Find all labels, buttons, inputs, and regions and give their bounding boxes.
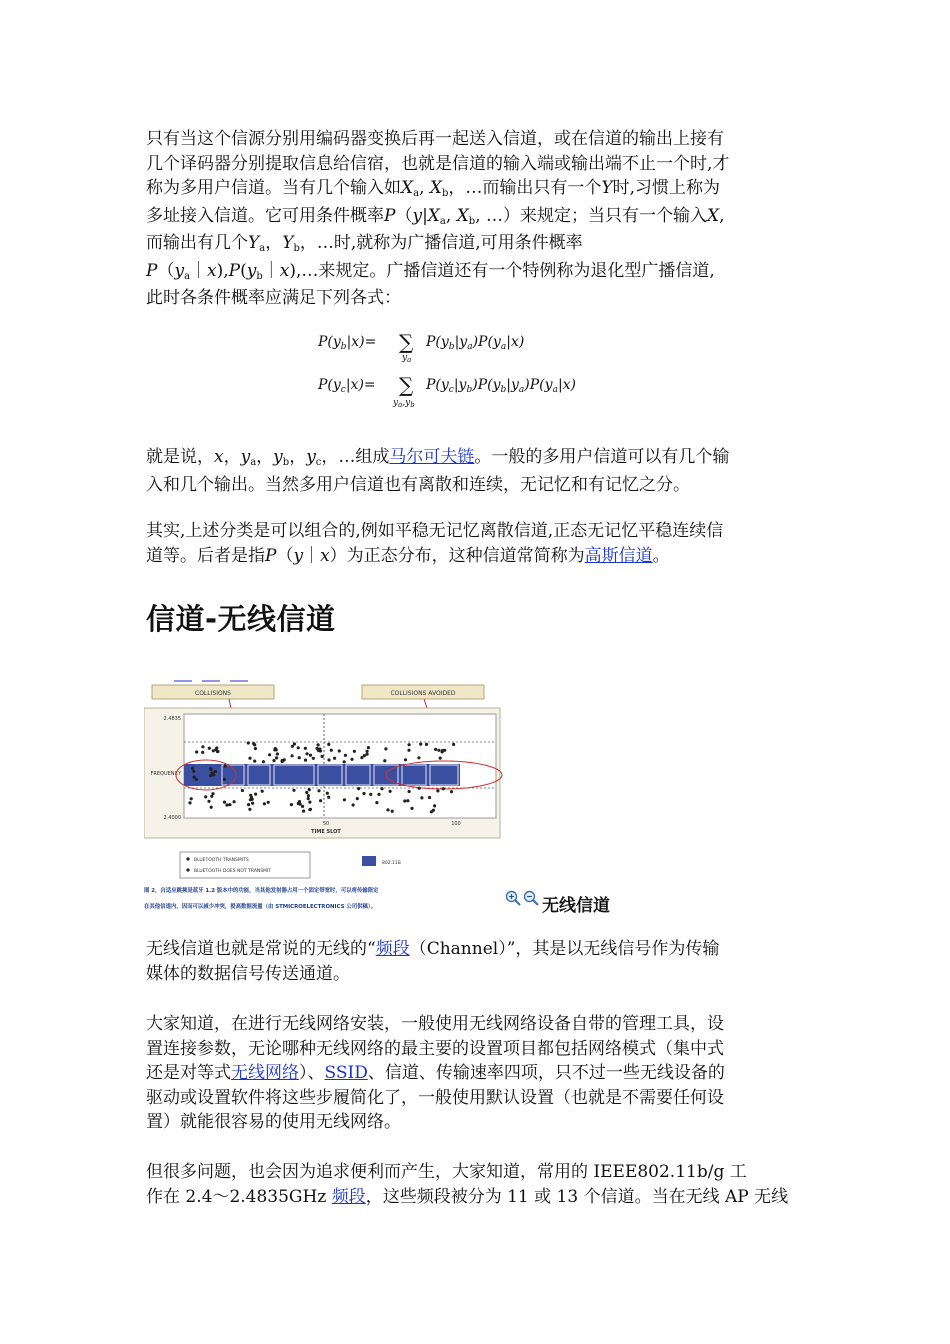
bluetooth-dot: [263, 802, 266, 805]
bluetooth-dot: [261, 790, 264, 793]
text-line: 但很多问题，也会因为追求便利而产生，大家知道，常用的 IEEE802.11b/g 工: [146, 1162, 747, 1182]
bluetooth-dot: [439, 757, 442, 760]
bluetooth-dot: [201, 751, 204, 754]
bluetooth-dot: [442, 787, 445, 790]
svg-text:∑: ∑: [399, 373, 414, 397]
bluetooth-dot: [333, 757, 336, 760]
bluetooth-dot: [384, 747, 387, 750]
label-collisions: COLLISIONS: [195, 690, 231, 697]
text-line: 此时各条件概率应满足下列各式：: [146, 288, 401, 308]
bluetooth-dot: [317, 743, 320, 746]
x-tick-mid: 50: [322, 821, 330, 827]
bluetooth-dot: [253, 743, 256, 746]
text-line: 称为多用户信道。当有几个输入如Xa, Xb，…而输出只有一个Y时,习惯上称为: [146, 178, 721, 199]
bluetooth-dot: [357, 787, 360, 790]
bluetooth-dot: [304, 759, 307, 762]
legend-dot: [186, 868, 189, 871]
bluetooth-dot: [292, 789, 295, 792]
svg-text:P(yb|x)=: $P(y_b|x)=$: [318, 334, 377, 352]
bluetooth-dot: [344, 754, 347, 757]
text-line: 大家知道，在进行无线网络安装，一般使用无线网络设备自带的管理工具，设: [146, 1014, 724, 1034]
label-avoided: COLLISIONS AVOIDED: [390, 690, 456, 697]
bluetooth-dot: [352, 803, 355, 806]
bluetooth-dot: [312, 757, 315, 760]
svg-text:ya,yb: $y_a,y_b$: [393, 398, 415, 409]
bluetooth-dot: [308, 801, 311, 804]
bluetooth-dot: [315, 747, 318, 750]
bluetooth-dot: [327, 758, 330, 761]
bluetooth-dot: [211, 792, 214, 795]
bluetooth-dot: [204, 795, 207, 798]
bluetooth-dot: [223, 801, 226, 804]
bluetooth-dot: [248, 808, 251, 811]
text-line: 道等。后者是指P（y｜x）为正态分布，这种信道常简称为高斯信道。: [146, 545, 670, 566]
bluetooth-dot: [225, 803, 228, 806]
bluetooth-dot: [301, 805, 304, 808]
bluetooth-dot: [404, 758, 407, 761]
bluetooth-dot: [298, 800, 301, 803]
text-line: 媒体的数据信号传送通道。: [146, 963, 350, 984]
figure-caption-line2: 在其他信道内，因而可以减少冲突，提高数据流量（由 STMICROELECTRONICS 公司供稿）。: [144, 904, 377, 910]
bluetooth-dot: [350, 758, 353, 761]
bluetooth-dot: [375, 801, 378, 804]
bluetooth-dot: [380, 787, 383, 790]
section-heading: 信道-无线信道: [146, 602, 336, 636]
bluetooth-dot: [291, 754, 294, 757]
bluetooth-dot: [241, 789, 244, 792]
bluetooth-dot: [321, 755, 324, 758]
text-line: 多址接入信道。它可用条件概率P（y|Xa, Xb, …）来规定；当只有一个输入X,: [146, 205, 725, 227]
bluetooth-dot: [248, 757, 251, 760]
bluetooth-dot: [391, 810, 394, 813]
bluetooth-dot: [330, 749, 333, 752]
link-markov-chain[interactable]: 马尔可夫链: [389, 447, 475, 467]
bluetooth-dot: [201, 745, 204, 748]
bluetooth-dot: [436, 789, 439, 792]
bluetooth-dot: [356, 797, 359, 800]
bluetooth-dot: [408, 790, 411, 793]
link-frequency-band-2[interactable]: 频段: [331, 1186, 366, 1207]
bluetooth-dot: [326, 792, 329, 795]
svg-text:P(yc|x)=: $P(y_c|x)=$: [318, 377, 376, 395]
svg-text:P(yc|yb)P(yb|ya)P(ya|x): $P(y_c|y_b)P(y_b|y_a)P(y_a|x)$: [426, 377, 577, 395]
bluetooth-dot: [224, 764, 227, 767]
text-line: 作在 2.4～2.4835GHz 频段，这些频段被分为 11 或 13 个信道。当在无线 AP 无线: [146, 1186, 789, 1207]
y-tick-top: 2.4835: [163, 716, 181, 722]
bluetooth-dot: [209, 767, 212, 770]
text-line: 还是对等式无线网络）、SSID、信道、传输速率四项，只不过一些无线设备的: [146, 1063, 725, 1083]
bluetooth-dot: [275, 748, 278, 751]
y-tick-bottom: 2.4000: [163, 815, 181, 821]
bluetooth-dot: [298, 756, 301, 759]
bluetooth-dot: [383, 759, 386, 762]
text-line: P（ya｜x),P(yb｜x),…来规定。广播信道还有一个特例称为退化型广播信道,: [146, 260, 715, 282]
svg-text:∑: ∑: [399, 330, 414, 354]
legend-box: [180, 852, 310, 878]
bluetooth-dot: [308, 788, 311, 791]
bluetooth-dot: [425, 743, 428, 746]
bluetooth-dot: [307, 794, 310, 797]
bluetooth-dot: [419, 743, 422, 746]
bluetooth-dot: [210, 806, 213, 809]
zoom-out-icon[interactable]: [523, 890, 539, 906]
bluetooth-dot: [327, 743, 330, 746]
bluetooth-dot: [406, 799, 409, 802]
bluetooth-dot: [377, 793, 380, 796]
bluetooth-dot: [362, 792, 365, 795]
bluetooth-dot: [360, 756, 363, 759]
svg-text:ya: $y_a$: [402, 353, 412, 364]
paragraph-gaussian: [146, 519, 811, 568]
bluetooth-dot: [369, 793, 372, 796]
legend-item-2: BLUETOOTH DOES NOT TRANSMIT: [194, 869, 272, 874]
figure-title: 无线信道: [542, 896, 610, 916]
bluetooth-dot: [267, 801, 270, 804]
bluetooth-dot: [212, 749, 215, 752]
bluetooth-dot: [304, 747, 307, 750]
bluetooth-dot: [308, 808, 311, 811]
x-label: TIME SLOT: [311, 829, 341, 835]
paragraph-wireless-channel: [146, 937, 811, 986]
bluetooth-dot: [208, 747, 211, 750]
bluetooth-dot: [306, 752, 309, 755]
bluetooth-dot: [212, 773, 215, 776]
bluetooth-dot: [192, 770, 195, 773]
bluetooth-dot: [249, 794, 252, 797]
text-line: 驱动或设置软件将这些步履简化了，一般使用默认设置（也就是不需要任何设: [146, 1087, 724, 1108]
bluetooth-dot: [228, 803, 231, 806]
bluetooth-dot: [223, 778, 226, 781]
bluetooth-dot: [195, 750, 198, 753]
bluetooth-dot: [343, 798, 346, 801]
bluetooth-dot: [251, 802, 254, 805]
legend-item-1: BLUETOOTH TRANSMITS: [194, 858, 249, 863]
bluetooth-dot: [233, 800, 236, 803]
bluetooth-dot: [317, 789, 320, 792]
bluetooth-dot: [214, 770, 217, 773]
bluetooth-dot: [276, 752, 279, 755]
bluetooth-dot: [253, 760, 256, 763]
link-gaussian-channel[interactable]: 高斯信道: [584, 545, 653, 566]
bluetooth-dot: [281, 760, 284, 763]
text-line: 其实,上述分类是可以组合的,例如平稳无记忆离散信道,正态无记忆平稳连续信: [146, 521, 724, 541]
bluetooth-dot: [420, 796, 423, 799]
paragraph-ieee-bands: [146, 1160, 811, 1209]
bluetooth-dot: [389, 790, 392, 793]
text-line: 只有当这个信源分别用编码器变换后再一起送入信道，或在信道的输出上接有: [146, 129, 724, 149]
legend-swatch: [362, 856, 376, 866]
bluetooth-dot: [452, 743, 455, 746]
bluetooth-dot: [417, 756, 420, 759]
bluetooth-dot: [262, 760, 265, 763]
text-line: 几个译码器分别提取信息给信宿，也就是信道的输入端或输出端不止一个时,才: [146, 153, 730, 174]
bluetooth-dot: [327, 796, 330, 799]
bluetooth-dot: [191, 767, 194, 770]
bluetooth-dot: [254, 747, 257, 750]
bluetooth-dot: [247, 803, 250, 806]
bluetooth-dot: [407, 749, 410, 752]
bluetooth-dot: [343, 760, 346, 763]
bluetooth-dot: [363, 754, 366, 757]
bluetooth-dot: [247, 741, 250, 744]
bluetooth-dot: [410, 807, 413, 810]
y-label: FREQUENCY: [150, 771, 181, 777]
bluetooth-dot: [275, 756, 278, 759]
bluetooth-dot: [254, 793, 257, 796]
bluetooth-dot: [272, 759, 275, 762]
bluetooth-dot: [338, 749, 341, 752]
bluetooth-dot: [353, 750, 356, 753]
x-tick-end: 100: [451, 821, 461, 827]
bluetooth-dot: [309, 754, 312, 757]
legend-item-3: 802.11B: [382, 861, 401, 866]
text-line: 而输出有几个Ya，Yb，…时,就称为广播信道,可用条件概率: [146, 233, 583, 254]
bluetooth-dot: [190, 797, 193, 800]
link-wireless-network[interactable]: 无线网络: [231, 1063, 299, 1083]
bluetooth-dot: [307, 797, 310, 800]
zoom-in-icon[interactable]: [505, 890, 521, 906]
bluetooth-dot: [302, 810, 305, 813]
bluetooth-dot: [386, 808, 389, 811]
text-line: 就是说，x，ya，yb，yc，…组成马尔可夫链。一般的多用户信道可以有几个输: [146, 447, 730, 468]
paragraph-multiuser-channel: [146, 127, 811, 311]
bluetooth-dot: [367, 746, 370, 749]
svg-text:P(yb|ya)P(ya|x): $P(y_b|y_a)P(y_a|x)$: [426, 334, 525, 352]
bluetooth-dot: [428, 796, 431, 799]
bluetooth-dot: [366, 753, 369, 756]
text-line: 入和几个输出。当然多用户信道也有离散和连续，无记忆和有记忆之分。: [146, 474, 690, 495]
bluetooth-dot: [293, 742, 296, 745]
bluetooth-dot: [216, 750, 219, 753]
bluetooth-dot: [249, 798, 252, 801]
bluetooth-dot: [305, 791, 308, 794]
bluetooth-dot: [193, 776, 196, 779]
figure-caption-line1: 图 2，自适应跳频是蓝牙 1.2 版本中的功能，当其他发射器占用一个固定带宽时，可以将传输限定: [144, 888, 379, 894]
text-line: 置连接参数，无论哪种无线网络的最主要的设置项目都包括网络模式（集中式: [146, 1038, 724, 1059]
bluetooth-dot: [207, 800, 210, 803]
bluetooth-dot: [443, 749, 446, 752]
bluetooth-dot: [319, 799, 322, 802]
bluetooth-dot: [450, 790, 453, 793]
legend-dot: [186, 857, 189, 860]
afh-figure[interactable]: [144, 678, 506, 914]
bluetooth-dot: [437, 749, 440, 752]
text-line: 置）就能很容易的使用无线网络。: [146, 1112, 401, 1132]
afh-figure-svg: [144, 678, 506, 914]
bluetooth-dot: [366, 750, 369, 753]
bluetooth-dot: [290, 803, 293, 806]
bluetooth-dot: [432, 809, 435, 812]
bluetooth-dot: [188, 801, 191, 804]
bluetooth-dot: [268, 753, 271, 756]
link-frequency-band[interactable]: 频段: [375, 939, 410, 959]
bluetooth-dot: [434, 748, 437, 751]
paragraph-network-setup: [146, 1012, 811, 1135]
degraded-broadcast-formula: [316, 325, 616, 410]
bluetooth-dot: [433, 804, 436, 807]
paragraph-markov: [146, 445, 811, 497]
link-ssid[interactable]: SSID: [324, 1063, 368, 1083]
bluetooth-dot: [297, 746, 300, 749]
bluetooth-dot: [408, 743, 411, 746]
bluetooth-dot: [418, 787, 421, 790]
bluetooth-dot: [403, 799, 406, 802]
text-line: 无线信道也就是常说的无线的“频段（Channel）”，其是以无线信号作为传输: [146, 939, 720, 959]
